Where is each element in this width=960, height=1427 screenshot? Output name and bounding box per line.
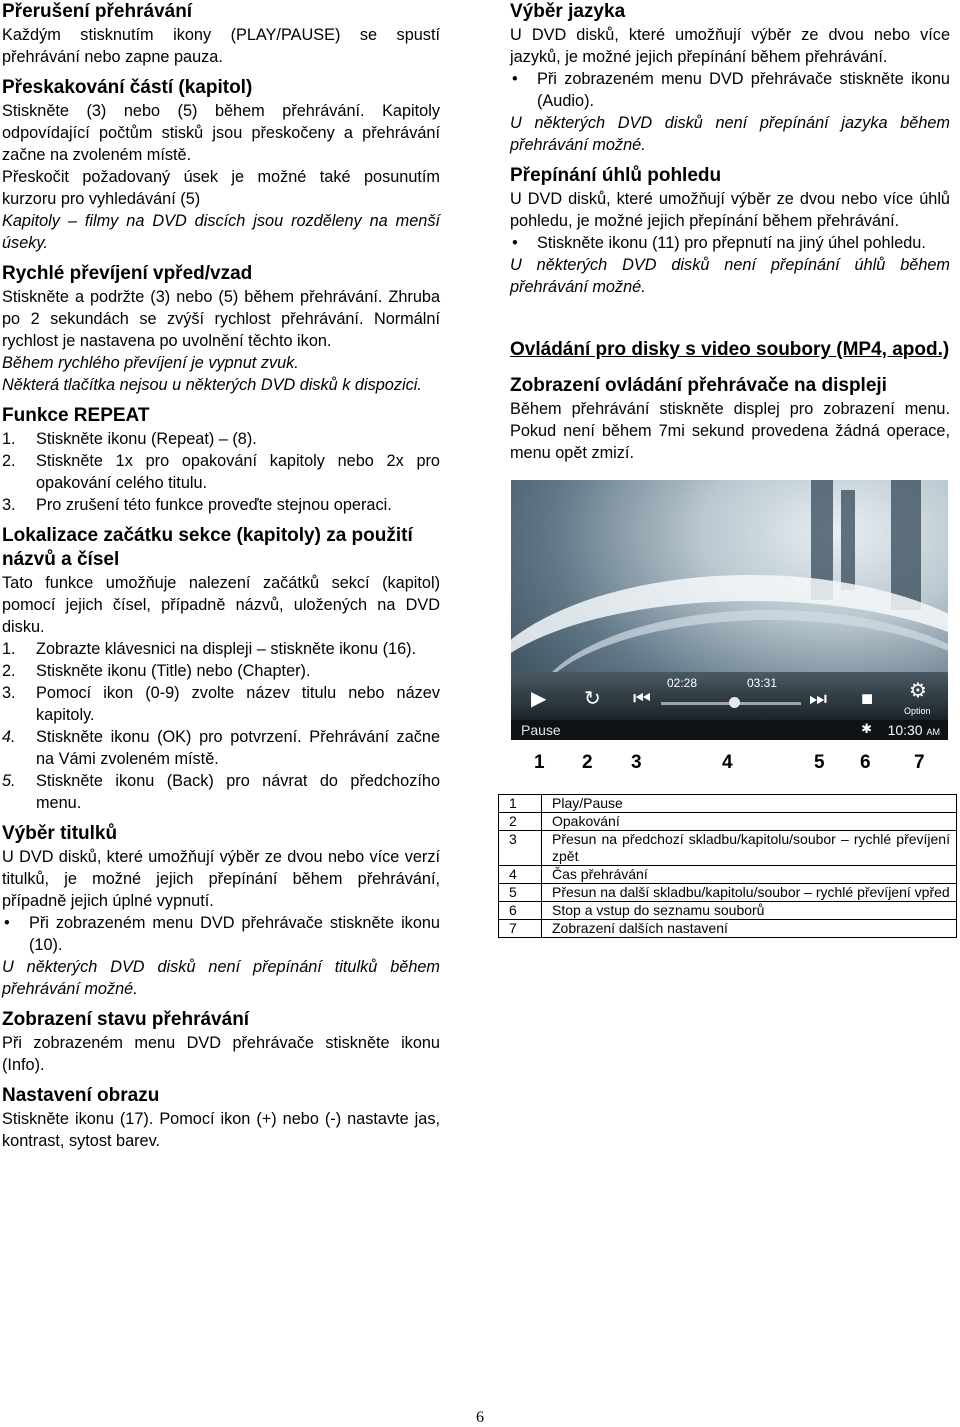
callout-number: 6 xyxy=(860,752,871,773)
table-row: 7 Zobrazení dalších nastavení xyxy=(499,920,957,938)
heading-subtitles: Výběr titulků xyxy=(2,823,118,844)
angle-note: U některých DVD disků není přepínání úhlů během přehrávání možné. xyxy=(510,256,950,296)
next-icon[interactable]: ⏭ xyxy=(809,688,827,710)
clock: 10:30 AM xyxy=(887,722,940,738)
list-item: 2. Stiskněte 1x pro opakování kapitoly nebo 2x pro opakování celého titulu. xyxy=(2,452,440,492)
table-row: 4 Čas přehrávání xyxy=(499,866,957,884)
fast-forward-text: Stiskněte a podržte (3) nebo (5) během přehrávání. Zhruba po 2 sekundách se zvýší rychlost přehrávání. Normální rychlost je nastavena po uvolnění těchto ikon. xyxy=(2,288,440,350)
heading-player-controls: Zobrazení ovládání přehrávače na displeji xyxy=(510,375,887,396)
heading-locate-chapter: Lokalizace začátku sekce (kapitoly) za použití názvů a čísel xyxy=(2,525,413,570)
chapters-note: Kapitoly – filmy na DVD discích jsou rozděleny na menší úseky. xyxy=(2,212,440,252)
heading-language: Výběr jazyka xyxy=(510,1,626,22)
fast-forward-note-2: Některá tlačítka nejsou u některých DVD disků k dispozici. xyxy=(2,376,422,394)
play-icon[interactable]: ▶ xyxy=(531,688,547,710)
table-row: 6 Stop a vstup do seznamu souborů xyxy=(499,902,957,920)
language-text: U DVD disků, které umožňují výběr ze dvou nebo více jazyků, je možné jejich přepínání během přehrávání. xyxy=(510,26,950,66)
repeat-steps xyxy=(2,428,440,516)
table-row: 3 Přesun na předchozí skladbu/kapitolu/soubor – rychlé převíjení zpět xyxy=(499,831,957,866)
heading-playback-status: Zobrazení stavu přehrávání xyxy=(2,1009,250,1030)
progress-knob[interactable] xyxy=(729,697,740,708)
locate-chapter-text: Tato funkce umožňuje nalezení začátků sekcí (kapitol) pomocí jejich čísel, případně názvů, uložených na DVD disku. xyxy=(2,574,440,636)
table-row: 5 Přesun na další skladbu/kapitolu/soubor – rychlé převíjení vpřed xyxy=(499,884,957,902)
language-note: U některých DVD disků není přepínání jazyka během přehrávání možné. xyxy=(510,114,950,154)
list-item: 4. Stiskněte ikonu (OK) pro potvrzení. Přehrávání začne na Vámi zvoleném místě. xyxy=(2,728,440,768)
pause-text: Každým stisknutím ikony (PLAY/PAUSE) se spustí přehrávání nebo zapne pauza. xyxy=(2,26,440,66)
elapsed-time: 02:28 xyxy=(667,676,698,690)
stop-list-icon[interactable]: ■ xyxy=(861,688,874,710)
locate-chapter-steps xyxy=(2,638,440,814)
control-bar xyxy=(511,672,948,720)
list-item: 3. Pomocí ikon (0-9) zvolte název titulu nebo název kapitoly. xyxy=(2,684,440,724)
callout-number: 2 xyxy=(582,752,593,773)
page-number: 6 xyxy=(476,1409,484,1426)
picture-settings-text: Stiskněte ikonu (17). Pomocí ikon (+) nebo (-) nastavte jas, kontrast, sytost barev. xyxy=(2,1110,440,1150)
legend-table xyxy=(498,794,957,938)
list-item: 1. Stiskněte ikonu (Repeat) – (8). xyxy=(2,430,257,448)
callout-number: 3 xyxy=(631,752,642,773)
list-item: 5. Stiskněte ikonu (Back) pro návrat do předchozího menu. xyxy=(2,772,440,812)
bluetooth-icon: ✱ xyxy=(861,721,872,736)
heading-picture-settings: Nastavení obrazu xyxy=(2,1085,160,1106)
list-item: • Při zobrazeném menu DVD přehrávače stiskněte ikonu (Audio). xyxy=(512,70,950,110)
callout-number: 4 xyxy=(722,752,733,773)
gear-icon[interactable]: ⚙ xyxy=(909,680,927,702)
option-label: Option xyxy=(904,706,931,716)
previous-icon[interactable]: ⏮ xyxy=(633,688,651,710)
player-controls-text: Během přehrávání stiskněte displej pro zobrazení menu. Pokud není během 7mi sekund provedena žádná operace, menu opět zmizí. xyxy=(510,400,950,462)
status-bar xyxy=(511,720,948,740)
callout-numbers xyxy=(510,752,950,782)
heading-angle: Přepínání úhlů pohledu xyxy=(510,165,722,186)
angle-text: U DVD disků, které umožňují výběr ze dvou nebo více úhlů pohledu, je možné jejich přepínání během přehrávání. xyxy=(510,190,950,230)
list-item: • Při zobrazeném menu DVD přehrávače stiskněte ikonu (10). xyxy=(4,914,440,954)
heading-pause: Přerušení přehrávání xyxy=(2,1,193,22)
list-item: 3. Pro zrušení této funkce proveďte stejnou operaci. xyxy=(2,496,392,514)
player-screenshot xyxy=(511,480,948,740)
subtitles-text: U DVD disků, které umožňují výběr ze dvou nebo více verzí titulků, je možné jejich přepínání během přehrávání, případně jejich úplné vypnutí. xyxy=(2,848,440,910)
pause-label: Pause xyxy=(521,722,561,738)
heading-chapters: Přeskakování částí (kapitol) xyxy=(2,77,253,98)
table-row: 1 Play/Pause xyxy=(499,795,957,813)
list-item: 1. Zobrazte klávesnici na displeji – stiskněte ikonu (16). xyxy=(2,640,417,658)
heading-fast-forward: Rychlé převíjení vpřed/vzad xyxy=(2,263,253,284)
fast-forward-note-1: Během rychlého převíjení je vypnut zvuk. xyxy=(2,354,299,372)
table-row: 2 Opakování xyxy=(499,813,957,831)
right-column xyxy=(510,0,950,938)
list-item: • Stiskněte ikonu (11) pro přepnutí na jiný úhel pohledu. xyxy=(512,234,926,252)
angle-bullets xyxy=(510,232,950,254)
subtitles-note: U některých DVD disků není přepínání titulků během přehrávání možné. xyxy=(2,958,440,998)
chapters-text: Stiskněte (3) nebo (5) během přehrávání. Kapitoly odpovídající počtům stisků jsou přeskočeny a přehrávání začne na zvoleném místě. xyxy=(2,102,440,164)
callout-number: 1 xyxy=(534,752,545,773)
total-time: 03:31 xyxy=(747,676,778,690)
heading-video-files: Ovládání pro disky s video soubory (MP4, apod.) xyxy=(510,339,950,360)
list-item: 2. Stiskněte ikonu (Title) nebo (Chapter). xyxy=(2,662,311,680)
heading-repeat: Funkce REPEAT xyxy=(2,405,150,426)
chapters-text-2: Přeskočit požadovaný úsek je možné také posunutím kurzoru pro vyhledávání (5) xyxy=(2,168,440,208)
bullet-icon: • xyxy=(512,70,518,88)
left-column xyxy=(2,0,440,1152)
bullet-icon: • xyxy=(512,234,518,252)
callout-number: 5 xyxy=(814,752,825,773)
repeat-icon[interactable]: ↻ xyxy=(584,688,601,710)
playback-status-text: Při zobrazeném menu DVD přehrávače stiskněte ikonu (Info). xyxy=(2,1034,440,1074)
subtitles-bullets xyxy=(2,912,440,956)
callout-number: 7 xyxy=(914,752,925,773)
language-bullets xyxy=(510,68,950,112)
bullet-icon: • xyxy=(4,914,10,932)
